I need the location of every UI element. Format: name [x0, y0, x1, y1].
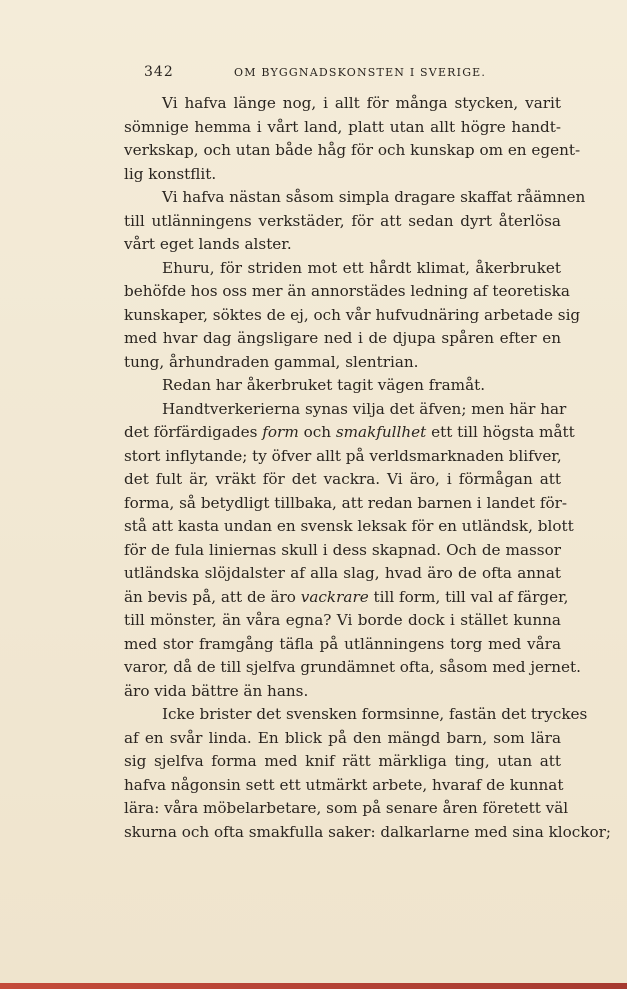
- text-line: Icke brister det svensken formsinne, fastän det tryckes: [162, 705, 588, 723]
- text-line: hafva någonsin sett ett utmärkt arbete, hvaraf de kunnat: [124, 775, 564, 794]
- emphasis-text: vackrare: [300, 587, 369, 606]
- paragraph: [124, 398, 581, 704]
- text-segment: ett till högsta mått: [431, 423, 575, 441]
- text-line: sömnige hemma i vårt land, platt utan allt högre handt-: [124, 117, 561, 136]
- text-line: skurna och ofta smakfulla saker: dalkarlarne med sina klockor;: [124, 822, 612, 841]
- page-header: [144, 64, 494, 82]
- paragraph: [124, 374, 561, 398]
- text-segment: och: [303, 423, 331, 441]
- text-line: behöfde hos oss mer än annorstädes ledning af teoretiska: [124, 282, 570, 300]
- page-edge-mark: [0, 983, 627, 989]
- text-segment: det förfärdigades: [124, 423, 258, 441]
- text-line: äro vida bättre än hans.: [124, 681, 309, 700]
- text-line: Redan har åkerbruket tagit vägen framåt.: [162, 376, 486, 394]
- text-line: för de fula liniernas skull i dess skapnad. Och de massor: [124, 540, 561, 559]
- running-head: OM BYGGNADSKONSTEN I SVERIGE.: [234, 66, 487, 79]
- text-line: stort inflytande; ty öfver allt på verldsmarknaden blifver,: [124, 446, 562, 465]
- text-line: varor, då de till sjelfva grundämnet ofta, såsom med jernet.: [124, 658, 581, 676]
- emphasis-text: form: [262, 423, 299, 441]
- text-line: stå att kasta undan en svensk leksak för en utländsk, blott: [124, 517, 574, 535]
- text-line: Handtverkerierna synas vilja det äfven; men här har: [162, 399, 567, 418]
- text-line: af en svår linda. En blick på den mängd barn, som lära: [124, 728, 561, 747]
- text-line: lära: våra möbelarbetare, som på senare åren företett väl: [124, 799, 569, 817]
- emphasis-text: smakfullhet: [335, 423, 427, 441]
- text-line: utländska slöjdalster af alla slag, hvad äro de ofta annat: [124, 564, 561, 582]
- text-line: med hvar dag ängsligare ned i de djupa spåren efter en: [124, 329, 561, 347]
- text-line: sig sjelfva forma med knif rätt märkliga ting, utan att: [124, 752, 561, 770]
- text-segment: till form, till val af färger,: [373, 587, 569, 606]
- text-line: till utlänningens verkstäder, för att sedan dyrt återlösa: [124, 211, 561, 230]
- text-line: Ehuru, för striden mot ett hårdt klimat, åkerbruket: [162, 258, 561, 277]
- body-text: [124, 92, 612, 844]
- text-line: vårt eget lands alster.: [124, 235, 292, 253]
- text-line: forma, så betydligt tillbaka, att redan barnen i landet för-: [124, 493, 567, 512]
- text-line: lig konstflit.: [124, 164, 217, 183]
- text-line: kunskaper, söktes de ej, och vår hufvudnäring arbetade sig: [124, 305, 581, 324]
- text-segment: än bevis på, att de äro: [124, 587, 296, 606]
- text-line: Vi hafva länge nog, i allt för många stycken, varit: [162, 94, 561, 112]
- paragraph: [124, 257, 581, 375]
- text-line: det fult är, vräkt för det vackra. Vi äro, i förmågan att: [124, 470, 561, 488]
- paragraph: [124, 186, 586, 257]
- text-line: med stor framgång täfla på utlänningens torg med våra: [124, 634, 561, 653]
- page-number: 342: [144, 64, 174, 80]
- text-line: till mönster, än våra egna? Vi borde dock i stället kunna: [124, 611, 561, 629]
- text-line: verkskap, och utan både håg för och kunskap om en egent-: [124, 141, 581, 159]
- paragraph: [124, 703, 612, 844]
- text-line: [124, 586, 569, 610]
- text-line: Vi hafva nästan såsom simpla dragare skaffat råämnen: [162, 188, 586, 206]
- paragraph: [124, 92, 581, 186]
- text-line: [124, 421, 575, 445]
- text-line: tung, århundraden gammal, slentrian.: [124, 352, 419, 371]
